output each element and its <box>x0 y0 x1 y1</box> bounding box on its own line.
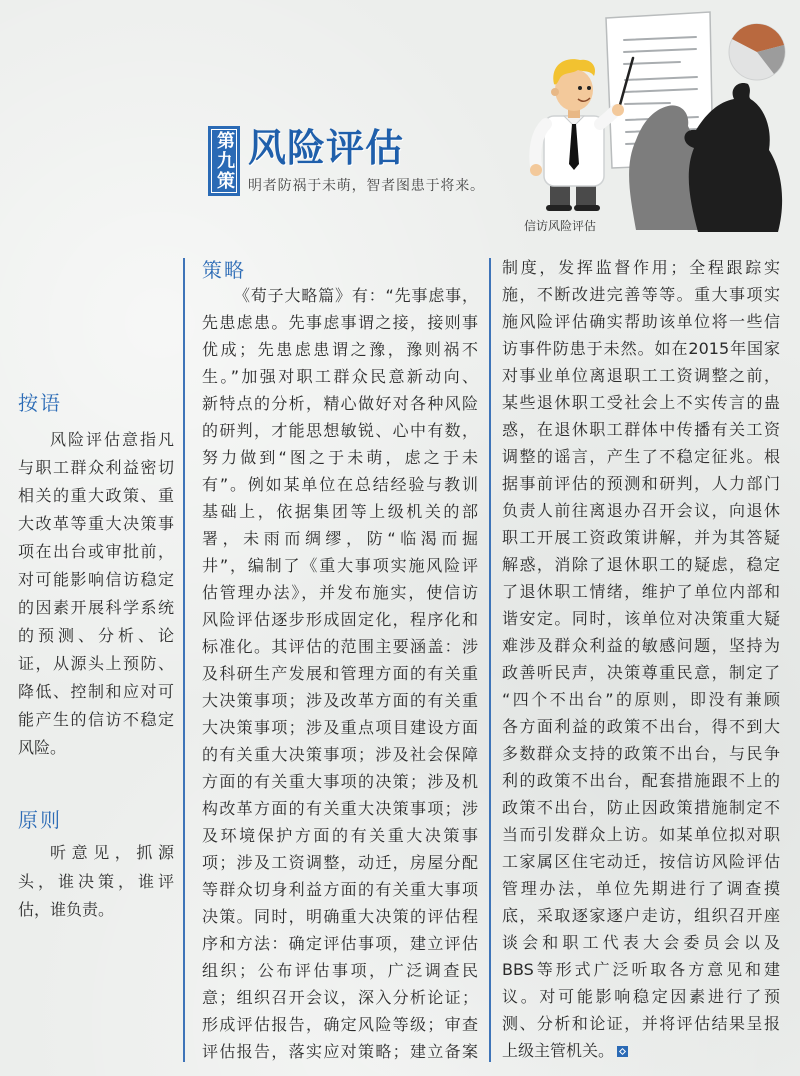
text-line: 决策。同时，明确重大决策的评估程 <box>202 907 478 926</box>
note-text <box>18 426 174 762</box>
text-line: 及科研生产发展和管理方面的有关重 <box>202 664 478 683</box>
column-divider-right <box>489 258 491 1062</box>
presenter-illustration <box>520 0 800 240</box>
text-line: 难涉及群众利益的敏感问题，坚持为 <box>502 636 780 655</box>
illustration-caption: 信访风险评估 <box>524 219 597 233</box>
text-line: 标准化。其评估的范围主要涵盖：涉 <box>202 637 478 656</box>
principle-heading: 原则 <box>18 808 62 832</box>
text-line: 政善听民声，决策尊重民意，制定了 <box>502 663 780 682</box>
text-line: 的因素开展科学系统 <box>18 598 174 617</box>
text-line: 优成；先患虑患谓之豫，豫则祸不 <box>202 340 478 359</box>
text-line: 有”。例如某单位在总结经验与教训 <box>202 475 478 494</box>
principle-text <box>18 839 174 925</box>
text-line: 听意见，抓源 <box>50 843 174 862</box>
text-line: 等群众切身利益方面的有关重大事项 <box>202 880 478 899</box>
text-line: 谈会和职工代表大会委员会以及 <box>502 933 780 952</box>
text-line: 估，谁负责。 <box>18 900 115 919</box>
text-line: 当而引发群众上访。如某单位拟对职 <box>502 825 780 844</box>
text-line: 管理办法，单位先期进行了调查摸 <box>502 879 780 898</box>
text-line: 方面的有关重大事项的决策；涉及机 <box>202 772 478 791</box>
strategy-heading: 策略 <box>202 258 246 282</box>
text-line: 对可能影响信访稳定 <box>18 570 174 589</box>
text-line: 风险评估逐步形成固定化，程序化和 <box>202 610 478 629</box>
text-line: 底，采取逐家逐户走访，组织召开座 <box>502 906 780 925</box>
text-line: 与职工群众利益密切 <box>18 458 174 477</box>
page-title: 风险评估 <box>248 126 405 170</box>
text-line: 大决策事项；涉及重点项目建设方面 <box>202 718 478 737</box>
end-mark-icon <box>617 1046 628 1057</box>
text-line: 估管理办法》，并发布施实，使信访 <box>202 583 478 602</box>
text-line: 的预测、分析、论 <box>18 626 174 645</box>
note-heading: 按语 <box>18 391 62 415</box>
text-line: 议。对可能影响稳定因素进行了预 <box>502 987 780 1006</box>
text-line: 谐安定。同时，该单位对决策重大疑 <box>502 609 780 628</box>
series-label: 第九策 <box>208 126 240 196</box>
text-line: 评估报告，落实应对策略；建立备案 <box>202 1042 478 1061</box>
text-line: BBS等形式广泛听取各方意见和建 <box>502 960 780 979</box>
text-line: 大改革等重大决策事 <box>18 514 174 533</box>
text-line: 及环境保护方面的有关重大决策事 <box>202 826 478 845</box>
page-subtitle: 明者防祸于未萌，智者图患于将来。 <box>248 178 485 194</box>
text-line: 访事件防患于未然。如在2015年国家 <box>502 339 780 358</box>
text-line: 降低、控制和应对可 <box>18 682 174 701</box>
text-line: 基础上，依据集团等上级机关的部 <box>202 502 478 521</box>
text-line: 努力做到“图之于未萌，虑之于未 <box>202 448 478 467</box>
text-line: 上级主管机关。 <box>502 1037 780 1064</box>
text-line: 形成评估报告，确定风险等级；审查 <box>202 1015 478 1034</box>
text-line: 解惑，消除了退休职工的疑虑，稳定 <box>502 555 780 574</box>
text-line: 能产生的信访不稳定 <box>18 710 174 729</box>
text-line: 某些退休职工受社会上不实传言的蛊 <box>502 393 780 412</box>
text-line: 施，不断改进完善等等。重大事项实 <box>502 285 780 304</box>
text-line: 相关的重大政策、重 <box>18 486 174 505</box>
text-line: 利的政策不出台，配套措施跟不上的 <box>502 771 780 790</box>
text-line: 新特点的分析，精心做好对各种风险 <box>202 394 478 413</box>
text-line: 政策不出台，防止因政策措施制定不 <box>502 798 780 817</box>
pie-chart-illustration <box>729 24 785 80</box>
text-line: 头，谁决策，谁评 <box>18 871 174 891</box>
text-line: 先患虑患。先事虑事谓之接，接则事 <box>202 313 478 332</box>
text-line: 风险。 <box>18 738 67 757</box>
strategy-column-1 <box>202 282 478 1065</box>
text-line: 调整的谣言，产生了不稳定征兆。根 <box>502 447 780 466</box>
text-line: 制度，发挥监督作用；全程跟踪实 <box>502 258 780 277</box>
text-line: 署，未雨而绸缪，防“临渴而掘 <box>202 529 478 548</box>
text-line: “四个不出台”的原则，即没有兼顾 <box>502 690 780 709</box>
text-line: 项在出台或审批前， <box>18 542 174 561</box>
text-line: 项；涉及工资调整，动迁，房屋分配 <box>202 853 478 872</box>
text-line: 序和方法：确定评估事项，建立评估 <box>202 934 478 953</box>
text-line: 职工开展工资政策讲解，并为其答疑 <box>502 528 780 547</box>
text-line: 施风险评估确实帮助该单位将一些信 <box>502 312 780 331</box>
text-line: 构改革方面的有关重大决策事项；涉 <box>202 799 478 818</box>
text-line: 的有关重大决策事项；涉及社会保障 <box>202 745 478 764</box>
text-line: 负责人前往离退办召开会议，向退休 <box>502 501 780 520</box>
column-divider-left <box>183 258 185 1062</box>
text-line: 大决策事项；涉及改革方面的有关重 <box>202 691 478 710</box>
text-line: 对事业单位离退职工工资调整之前， <box>502 366 780 385</box>
text-line: 组织；公布评估事项，广泛调查民 <box>202 961 478 980</box>
text-line: 《荀子大略篇》有：“先事虑事， <box>234 286 478 305</box>
text-line: 证，从源头上预防、 <box>18 654 174 673</box>
text-line: 据事前评估的预测和研判，人力部门 <box>502 474 780 493</box>
strategy-column-2 <box>502 254 780 1064</box>
text-line: 各方面利益的政策不出台，得不到大 <box>502 717 780 736</box>
text-line: 测、分析和论证，并将评估结果呈报 <box>502 1014 780 1033</box>
text-line: 了退休职工情绪，维护了单位内部和 <box>502 582 780 601</box>
text-line: 生。”加强对职工群众民意新动向、 <box>202 367 478 386</box>
text-line: 的研判，才能思想敏锐、心中有数， <box>202 421 478 440</box>
text-line: 井”，编制了《重大事项实施风险评 <box>202 556 478 575</box>
text-line: 工家属区住宅动迁，按信访风险评估 <box>502 852 780 871</box>
text-line: 风险评估意指凡 <box>50 430 174 449</box>
text-line: 多数群众支持的政策不出台，与民争 <box>502 744 780 763</box>
text-line: 惑，在退休职工群体中传播有关工资 <box>502 420 780 439</box>
text-line: 意；组织召开会议，深入分析论证； <box>202 988 478 1007</box>
